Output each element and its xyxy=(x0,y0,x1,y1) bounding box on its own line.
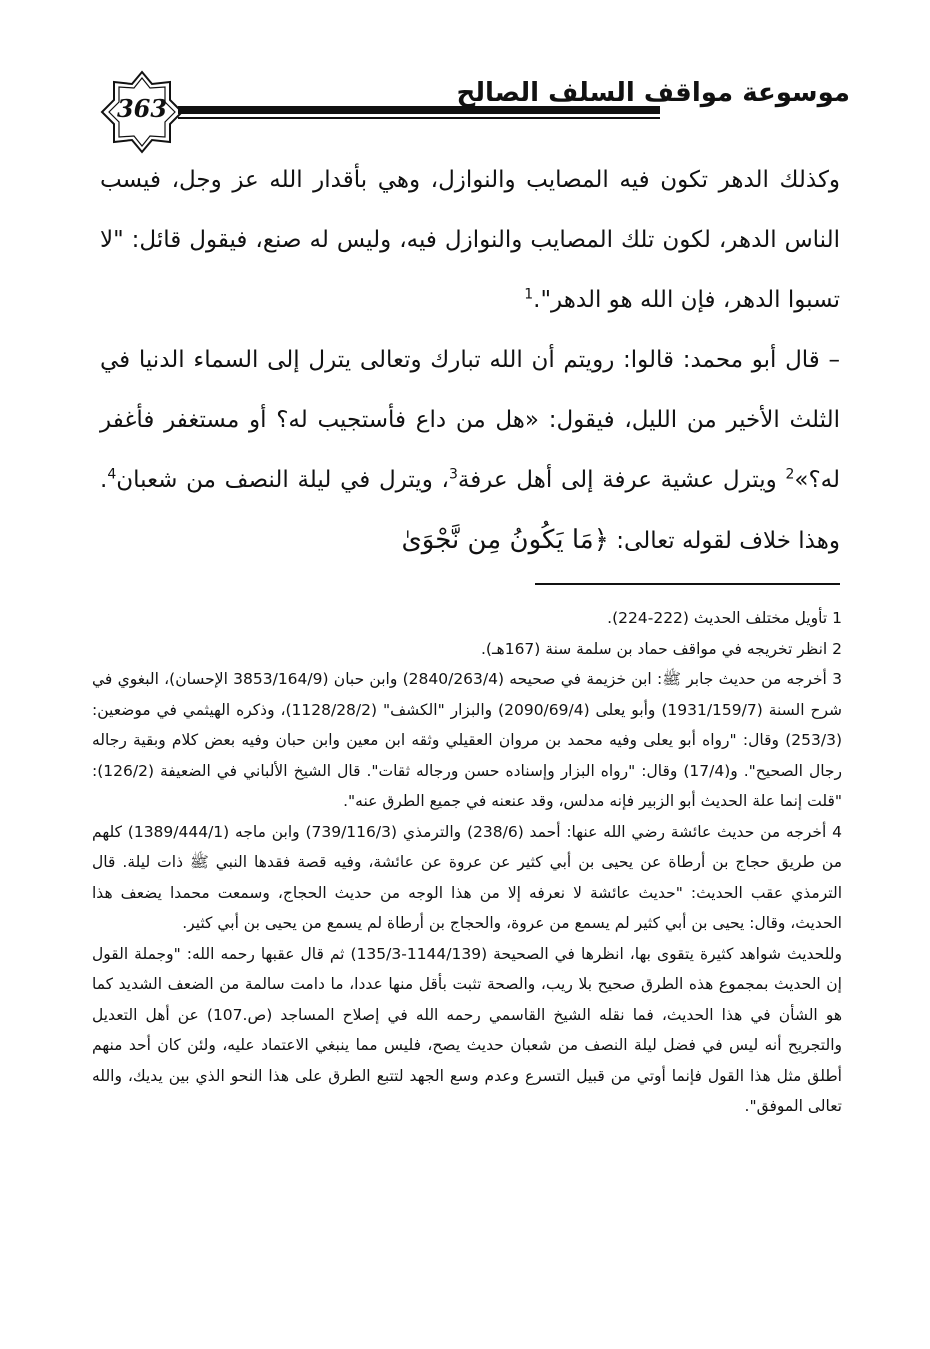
page-number-badge xyxy=(100,70,184,154)
page-number: 363 xyxy=(116,94,168,123)
footnote-ref-1: 1 xyxy=(524,286,534,303)
footnote-4: 4 أخرجه من حديث عائشة رضي الله عنها: أحمد (238/6) والترمذي (739/116/3) وابن ماجه (1389/444/1) كلهم من طريق حجاج بن أرطاة عن يحيى بن أبي كثير عن عروة عن عائشة، وفيه قصة فقدها النبي ﷺ ذات ليلة. قال الترمذي عقب الحديث: "حديث عائشة لا نعرفه إلا من هذا الوجه من حديث الحجاج، وسمعت محمدا يضعف هذا الحديث، وقال: يحيى بن أبي كثير لم يسمع من عروة، والحجاج بن أرطاة لم يسمع من يحيى بن أبي كثير. xyxy=(92,822,842,932)
paragraph-2 xyxy=(100,330,840,571)
footnote-ref-4: 4 xyxy=(107,466,117,483)
paragraph-1 xyxy=(100,150,840,330)
paragraph-2-part-b: ويترل عشية عرفة إلى أهل عرفة xyxy=(457,467,786,493)
footnote-ref-2: 2 xyxy=(785,466,795,483)
footnote-2: 2 انظر تخريجه في مواقف حماد بن سلمة سنة (167هـ). xyxy=(481,639,842,658)
footnote-ref-3: 3 xyxy=(448,466,458,483)
footnote-1: 1 تأويل مختلف الحديث (222-224). xyxy=(607,609,842,627)
header-rule-thin xyxy=(178,117,660,119)
footnotes xyxy=(92,603,842,1122)
paragraph-2-part-c: ، ويترل في ليلة النصف من شعبان xyxy=(116,467,449,493)
main-text xyxy=(100,150,840,571)
footnote-4-continued: وللحديث شواهد كثيرة يتقوى بها، انظرها في الصحيحة (1144/139-135/3) ثم قال عقبها رحمه الله: "وجملة القول إن الحديث بمجموع هذه الطرق صحيح بلا ريب، والصحة تثبت بأقل منها عددا، ما دامت سالمة من الضعف الشديد كما هو الشأن في هذا الحديث، فما نقله الشيخ القاسمي رحمه الله في إصلاح المساجد (ص.107) عن أهل التعديل والتجريح أنه ليس في فضل ليلة النصف من شعبان حديث يصح، فليس مما ينبغي الاعتماد عليه، ولئن كان أحد منهم أطلق مثل هذا القول فإنما أوتي من قبيل التسرع وعدم وسع الجهد لتتبع الطرق على هذا النحو الذي بين يديك، والله تعالى الموفق". xyxy=(92,944,843,1115)
page-header xyxy=(90,70,850,160)
book-title: موسوعة مواقف السلف الصالح xyxy=(456,78,850,108)
quran-quote: ﴿مَا يَكُونُ مِن نَّجْوَىٰ xyxy=(401,525,609,555)
footnote-3: 3 أخرجه من حديث جابر ﷺ: ابن خزيمة في صحيحه (2840/263/4) وابن حبان (3853/164/9 الإحسان)، البغوي في شرح السنة (1931/159/7) وأبو يعلى (2090/69/4) والبزار "الكشف" (1128/28/2)، وذكره الهيثمي في موضعين: (253/3) وقال: "رواه أبو يعلى وفيه محمد بن مروان العقيلي وثقه ابن معين وابن حبان وفيه بعض كلام وبقية رجاله رجال الصحيح". و(17/4) وقال: "رواه البزار وإسناده حسن ورجاله ثقات". قال الشيخ الألباني في الضعيفة (126/2): "قلت إنما علة الحديث أبو الزبير فإنه مدلس، وقد عنعنه في جميع الطرق عنه". xyxy=(92,670,842,810)
paragraph-2-part-d: . وهذا خلاف لقوله تعالى: xyxy=(100,467,840,554)
footnote-separator xyxy=(535,583,840,585)
paragraph-2-part-a: – قال أبو محمد: قالوا: رويتم أن الله تبارك وتعالى يترل إلى السماء الدنيا في الثلث الأخير من الليل، فيقول: «هل من داع فأستجيب له؟ أو مستغفر فأغفر له؟» xyxy=(100,347,840,493)
paragraph-1-text: وكذلك الدهر تكون فيه المصايب والنوازل، وهي بأقدار الله عز وجل، فيسب الناس الدهر، لكون تلك المصايب والنوازل فيه، وليس له صنع، فيقول قائل: "لا تسبوا الدهر، فإن الله هو الدهر". xyxy=(100,167,840,313)
